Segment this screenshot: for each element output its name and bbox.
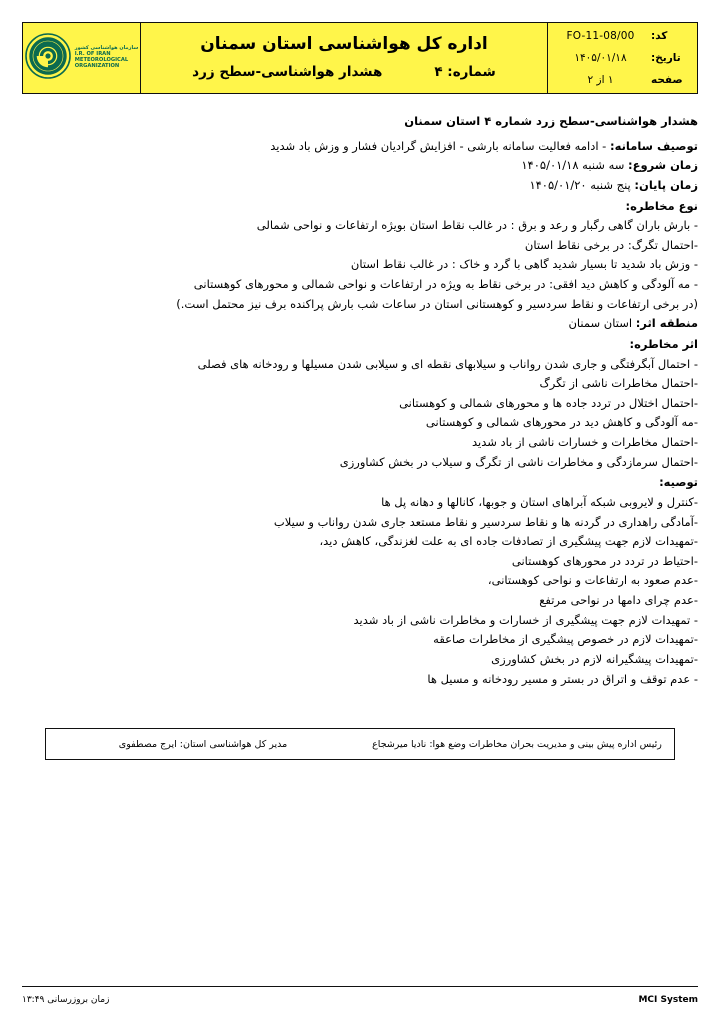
footer-update-time: زمان بروزرسانی ۱۳:۴۹ bbox=[22, 995, 110, 1005]
document-title: هشدار هواشناسی-سطح زرد شماره ۴ استان سمنان bbox=[404, 114, 698, 128]
header-titles bbox=[141, 23, 547, 93]
meta-row-page bbox=[554, 69, 691, 91]
hazard-type-item: - وزش باد شدید تا بسیار شدید گاهی با گرد و خاک : در غالب نقاط استان bbox=[350, 257, 698, 272]
start-time-label: زمان شروع: bbox=[628, 158, 698, 173]
hazard-type-item: - مه آلودگی و کاهش دید افقی: در برخی نقاط به ویژه در ارتفاعات و نواحی شمالی و محورهای کوهستانی bbox=[193, 277, 698, 291]
header-logo-box bbox=[23, 23, 141, 93]
logo-text-line2: METEOROLOGICAL bbox=[74, 56, 129, 63]
logo-wrap bbox=[25, 33, 139, 83]
advice-label: توصیه: bbox=[659, 475, 698, 490]
hazard-type-label: نوع مخاطره: bbox=[625, 198, 698, 213]
logo-text bbox=[75, 46, 139, 70]
advice-item: - تمهیدات لازم جهت پیشگیری از خسارات و مخاطرات ناشی از باد شدید bbox=[353, 612, 698, 627]
start-time-row bbox=[22, 156, 698, 175]
document-header bbox=[22, 22, 698, 94]
document-footer bbox=[22, 995, 698, 1005]
signature-director-general: مدیر کل هواشناسی استان: ایرج مصطفوی bbox=[118, 738, 288, 750]
header-meta-box bbox=[547, 23, 697, 93]
advice-item: -کنترل و لایروبی شبکه آبراهای استان و جوبها، کانالها و دهانه پل ها bbox=[381, 494, 698, 509]
signature-box bbox=[45, 728, 675, 760]
system-description-row bbox=[22, 137, 698, 156]
warning-title: هشدار هواشناسی-سطح زرد bbox=[192, 64, 383, 80]
footer-system-name: MCI System bbox=[638, 995, 698, 1005]
hazard-type-item: (در برخی ارتفاعات و نقاط سردسیر و کوهستانی استان در ساعات شب بارش پراکنده برف نیز محتمل است.) bbox=[176, 296, 698, 311]
meta-value-page: ۱ از ۲ bbox=[587, 74, 614, 86]
hazard-type-item: - بارش باران گاهی رگبار و رعد و برق : در غالب نقاط استان بویژه ارتفاعات و نواحی شمالی bbox=[256, 218, 698, 233]
advice-item: -تمهیدات پیشگیرانه لازم در بخش کشاورزی bbox=[491, 651, 698, 666]
effect-item: -احتمال مخاطرات ناشی از تگرگ bbox=[539, 376, 698, 391]
logo-text-line1: I.R. OF IRAN bbox=[74, 50, 111, 57]
region-text: استان سمنان bbox=[568, 316, 633, 331]
advice-item: -تمهیدات لازم جهت پیشگیری از تصادفات جاده ای به علت لغزندگی، کاهش دید، bbox=[319, 534, 698, 549]
logo-text-line3: ORGANIZATION bbox=[74, 62, 120, 69]
end-time-label: زمان پایان: bbox=[634, 177, 698, 192]
region-label: منطقه اثر: bbox=[635, 316, 698, 331]
region-row bbox=[22, 314, 698, 333]
meta-value-date: ۱۴۰۵/۰۱/۱۸ bbox=[574, 52, 627, 64]
advice-item: -احتیاط در تردد در محورهای کوهستانی bbox=[511, 553, 698, 568]
start-time-text: سه شنبه ۱۴۰۵/۰۱/۱۸ bbox=[521, 158, 625, 173]
advice-item: -عدم چرای دامها در نواحی مرتفع bbox=[539, 593, 698, 607]
meta-label-date: تاریخ: bbox=[651, 52, 681, 64]
meta-value-code: FO-11-08/00 bbox=[566, 30, 635, 42]
effect-item: -احتمال مخاطرات و خسارات ناشی از باد شدید bbox=[471, 435, 698, 449]
organization-title: اداره کل هواشناسی استان سمنان bbox=[200, 34, 488, 54]
advice-item: -عدم صعود به ارتفاعات و نواحی کوهستانی، bbox=[487, 573, 698, 588]
meta-row-code bbox=[554, 25, 691, 47]
effect-label: اثر مخاطره: bbox=[629, 336, 698, 351]
hazard-type-item: -احتمال تگرگ: در برخی نقاط استان bbox=[524, 237, 698, 252]
end-time-row bbox=[22, 176, 698, 195]
meta-label-code: کد: bbox=[651, 30, 668, 42]
end-time-text: پنج شنبه ۱۴۰۵/۰۱/۲۰ bbox=[529, 177, 631, 192]
effect-item: -احتمال اختلال در تردد جاده ها و محورهای شمالی و کوهستانی bbox=[399, 395, 698, 410]
effect-item: -مه آلودگی و کاهش دید در محورهای شمالی و کوهستانی bbox=[425, 415, 698, 430]
system-description-text: - ادامه فعالیت سامانه بارشی - افزایش گرادیان فشار و وزش باد شدید bbox=[270, 138, 607, 153]
warning-number: شماره: ۴ bbox=[434, 64, 496, 80]
system-description-label: توصیف سامانه: bbox=[610, 138, 698, 153]
logo-text-fa: سازمان هواشناسی کشور bbox=[74, 45, 139, 52]
advice-item: -تمهیدات لازم در خصوص پیشگیری از مخاطرات صاعقه bbox=[433, 632, 698, 647]
advice-item: -آمادگی راهداری در گردنه ها و نقاط سردسیر و نقاط مستعد جاری شدن رواناب و سیلاب bbox=[273, 514, 698, 529]
signature-forecast-manager: رئیس اداره پیش بینی و مدیریت بحران مخاطرات وضع هوا: نادیا میرشجاع bbox=[372, 738, 662, 750]
document-body bbox=[22, 112, 698, 689]
advice-item: - عدم توقف و اتراق در بستر و مسیر رودخانه و مسیل ها bbox=[427, 671, 698, 686]
meteorological-organization-logo-icon bbox=[25, 33, 71, 83]
effect-item: -احتمال سرمازدگی و مخاطرات ناشی از تگرگ و سیلاب در بخش کشاورزی bbox=[339, 454, 698, 469]
warning-row bbox=[192, 64, 496, 80]
effect-item: - احتمال آبگرفتگی و جاری شدن رواناب و سیلابهای نقطه ای و سیلابی شدن مسیلها و رودخانه های فصلی bbox=[197, 356, 698, 371]
meta-row-date bbox=[554, 47, 691, 69]
footer-divider bbox=[22, 986, 698, 987]
meta-label-page: صفحه bbox=[651, 74, 683, 86]
